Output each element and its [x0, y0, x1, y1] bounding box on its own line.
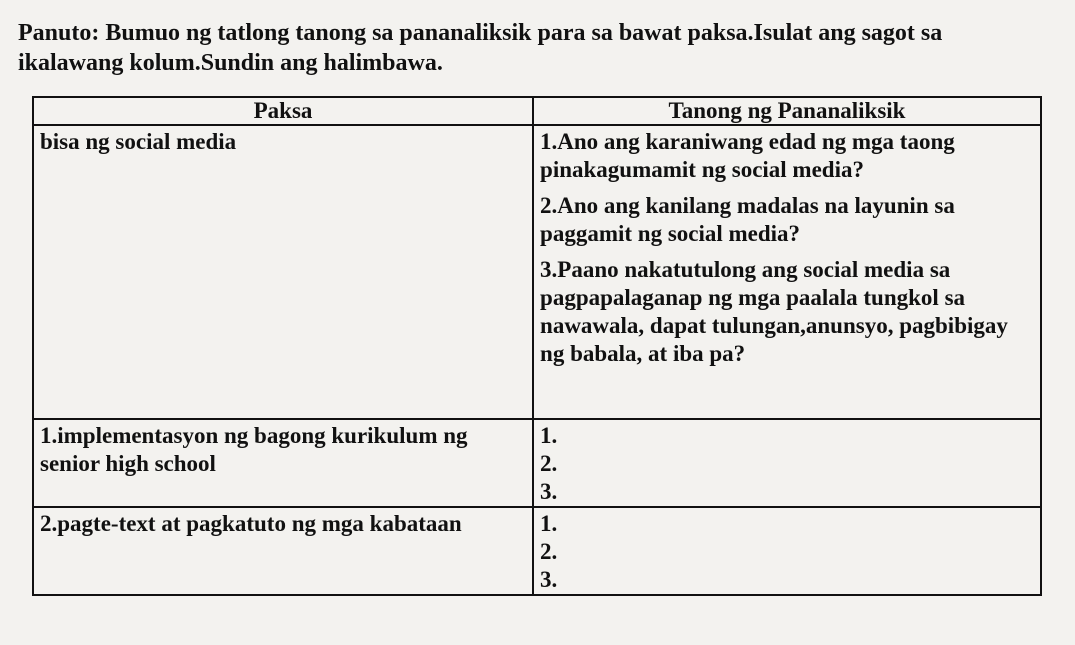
topic-text: bisa ng social media	[40, 129, 237, 154]
table-header-row	[33, 97, 1041, 125]
topic-text: 1.implementasyon ng bagong kurikulum ng senior high school	[40, 423, 468, 476]
header-paksa: Paksa	[33, 97, 533, 125]
topic-text: 2.pagte-text at pagkatuto ng mga kabataan	[40, 511, 462, 536]
answer-slot-1: 1.	[540, 423, 558, 448]
instructions-text: Panuto: Bumuo ng tatlong tanong sa pananaliksik para sa bawat paksa.Isulat ang sagot sa ikalawang kolum.Sundin ang halimbawa.	[18, 20, 943, 76]
topic-cell	[33, 507, 533, 595]
question-1: 1.Ano ang karaniwang edad ng mga taong pinakagumamit ng social media?	[540, 129, 955, 182]
questions-cell	[533, 419, 1041, 507]
question-2: 2.Ano ang kanilang madalas na layunin sa paggamit ng social media?	[540, 193, 955, 246]
answer-slot-2: 2.	[540, 451, 558, 476]
research-questions-table	[32, 96, 1042, 596]
answer-slot-3: 3.	[540, 479, 558, 504]
topic-cell	[33, 125, 533, 419]
topic-cell	[33, 419, 533, 507]
questions-cell	[533, 507, 1041, 595]
questions-cell	[533, 125, 1041, 419]
table-row	[33, 419, 1041, 507]
question-3: 3.Paano nakatutulong ang social media sa pagpapalaganap ng mga paalala tungkol sa nawawala, dapat tulungan,anunsyo, pagbibigay ng babala, at iba pa?	[540, 257, 1008, 366]
table-row	[33, 125, 1041, 419]
answer-slot-1: 1.	[540, 511, 558, 536]
answer-slot-2: 2.	[540, 539, 558, 564]
answer-slot-3: 3.	[540, 567, 558, 592]
table-row	[33, 507, 1041, 595]
header-tanong: Tanong ng Pananaliksik	[533, 97, 1041, 125]
